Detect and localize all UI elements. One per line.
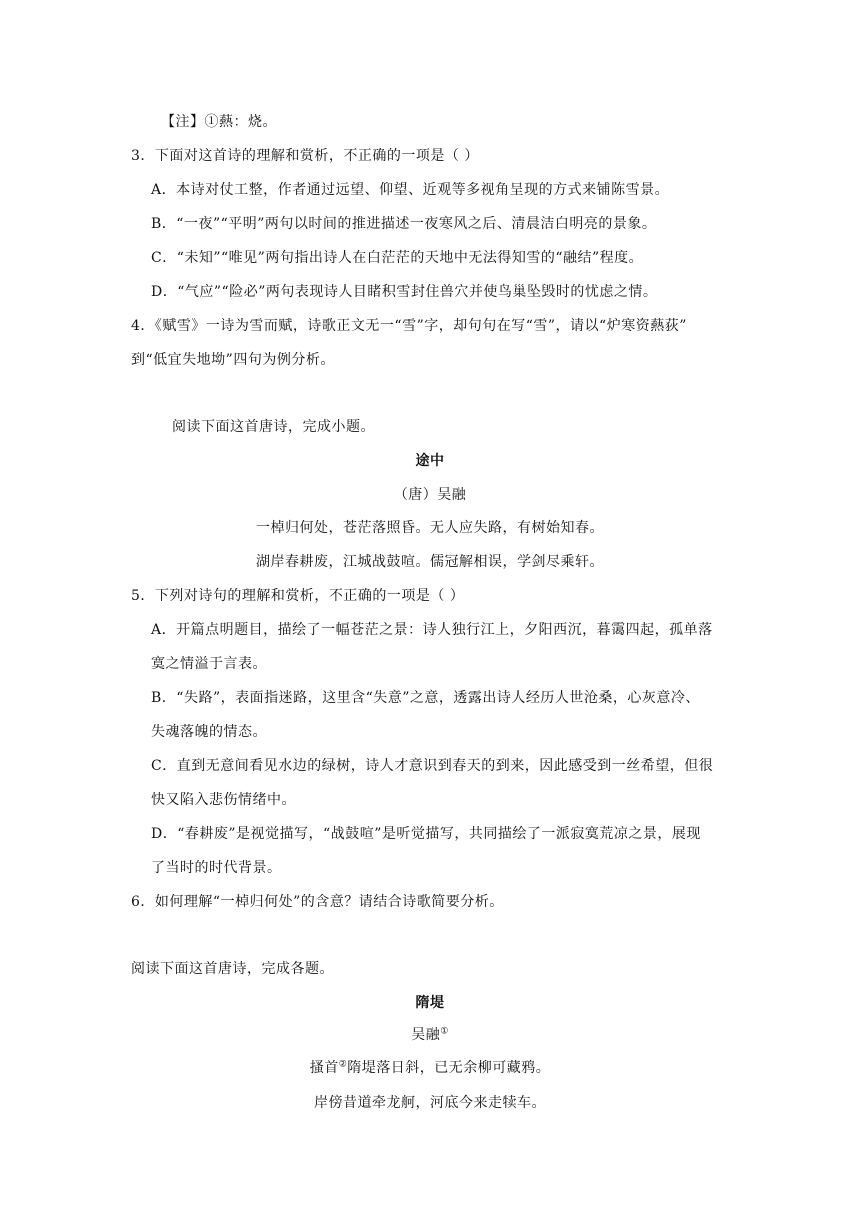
poem-3-title: 隋堤 bbox=[415, 995, 445, 1011]
question-5-option-d-line-1: D．“春耕废”是视觉描写，“战鼓喧”是听觉描写，共同描绘了一派寂寞荒凉之景，展现 bbox=[151, 826, 701, 842]
question-3-option-a: A．本诗对仗工整，作者通过远望、仰望、近观等多视角呈现的方式来铺陈雪景。 bbox=[151, 182, 670, 198]
question-5-option-b-line-2: 失魂落魄的情态。 bbox=[151, 724, 267, 740]
question-5-option-c-line-2: 快又陷入悲伤情绪中。 bbox=[151, 792, 296, 808]
poem-2-title: 途中 bbox=[415, 453, 445, 469]
question-3-option-d: D．“气应”“险必”两句表现诗人目睹积雪封住兽穴并使鸟巢坠毁时的忧虑之情。 bbox=[151, 284, 658, 300]
footnote-marker-1: ① bbox=[440, 1026, 449, 1037]
question-3-stem: 3．下面对这首诗的理解和赏析，不正确的一项是（ ） bbox=[131, 148, 479, 164]
poem-2-verse-2: 湖岸春耕废，江城战鼓喧。儒冠解相误，学剑尽乘轩。 bbox=[256, 554, 604, 570]
poem-3-verse-2: 岸傍昔道牵龙舸，河底今来走犊车。 bbox=[314, 1095, 546, 1111]
passage-2-intro: 阅读下面这首唐诗，完成小题。 bbox=[172, 419, 375, 435]
question-5-option-c-line-1: C．直到无意间看见水边的绿树，诗人才意识到春天的到来，因此感受到一丝希望，但很 bbox=[151, 758, 714, 774]
question-5-option-a-line-2: 寞之情溢于言表。 bbox=[151, 656, 267, 672]
footnote-marker-2: ② bbox=[338, 1059, 348, 1070]
question-5-option-a-line-1: A．开篇点明题目，描绘了一幅苍茫之景：诗人独行江上，夕阳西沉，暮霭四起，孤单落 bbox=[151, 622, 713, 638]
poem-3-author-name: 吴融 bbox=[411, 1027, 441, 1043]
question-5-option-b-line-1: B．“失路”，表面指迷路，这里含“失意”之意，透露出诗人经历人世沧桑，心灰意冷、 bbox=[151, 690, 700, 706]
poem-3-author bbox=[0, 1028, 860, 1042]
question-3-option-b: B．“一夜”“平明”两句以时间的推进描述一夜寒风之后、清晨洁白明亮的景象。 bbox=[151, 216, 657, 232]
question-5-option-d-line-2: 了当时的时代背景。 bbox=[151, 860, 282, 876]
question-6-stem: 6．如何理解“一棹归何处”的含意？请结合诗歌简要分析。 bbox=[131, 894, 504, 910]
poem-3-verse-1 bbox=[0, 1061, 860, 1075]
question-5-stem: 5．下列对诗句的理解和赏析，不正确的一项是（ ） bbox=[131, 588, 465, 604]
poem-2-author: （唐）吴融 bbox=[393, 487, 467, 503]
poem-3-verse-1-rest: 隋堤落日斜，已无余柳可藏鸦。 bbox=[347, 1060, 551, 1076]
question-4-line-1: 4．《赋雪》一诗为雪而赋，诗歌正文无一“雪”字，却句句在写“雪”，请以“炉寒资爇荻” bbox=[131, 318, 687, 334]
question-4-line-2: 到“低宜失地坳”四句为例分析。 bbox=[131, 352, 335, 368]
poem-2-verse-1: 一棹归何处，苍茫落照昏。无人应失路，有树始知春。 bbox=[256, 520, 604, 536]
question-3-option-c: C．“未知”“唯见”两句指出诗人在白茫茫的天地中无法得知雪的“融结”程度。 bbox=[151, 250, 644, 266]
annotation-note: 【注】①爇：烧。 bbox=[161, 114, 277, 130]
passage-3-intro: 阅读下面这首唐诗，完成各题。 bbox=[131, 961, 334, 977]
poem-3-verse-1-start: 搔首 bbox=[309, 1060, 339, 1076]
